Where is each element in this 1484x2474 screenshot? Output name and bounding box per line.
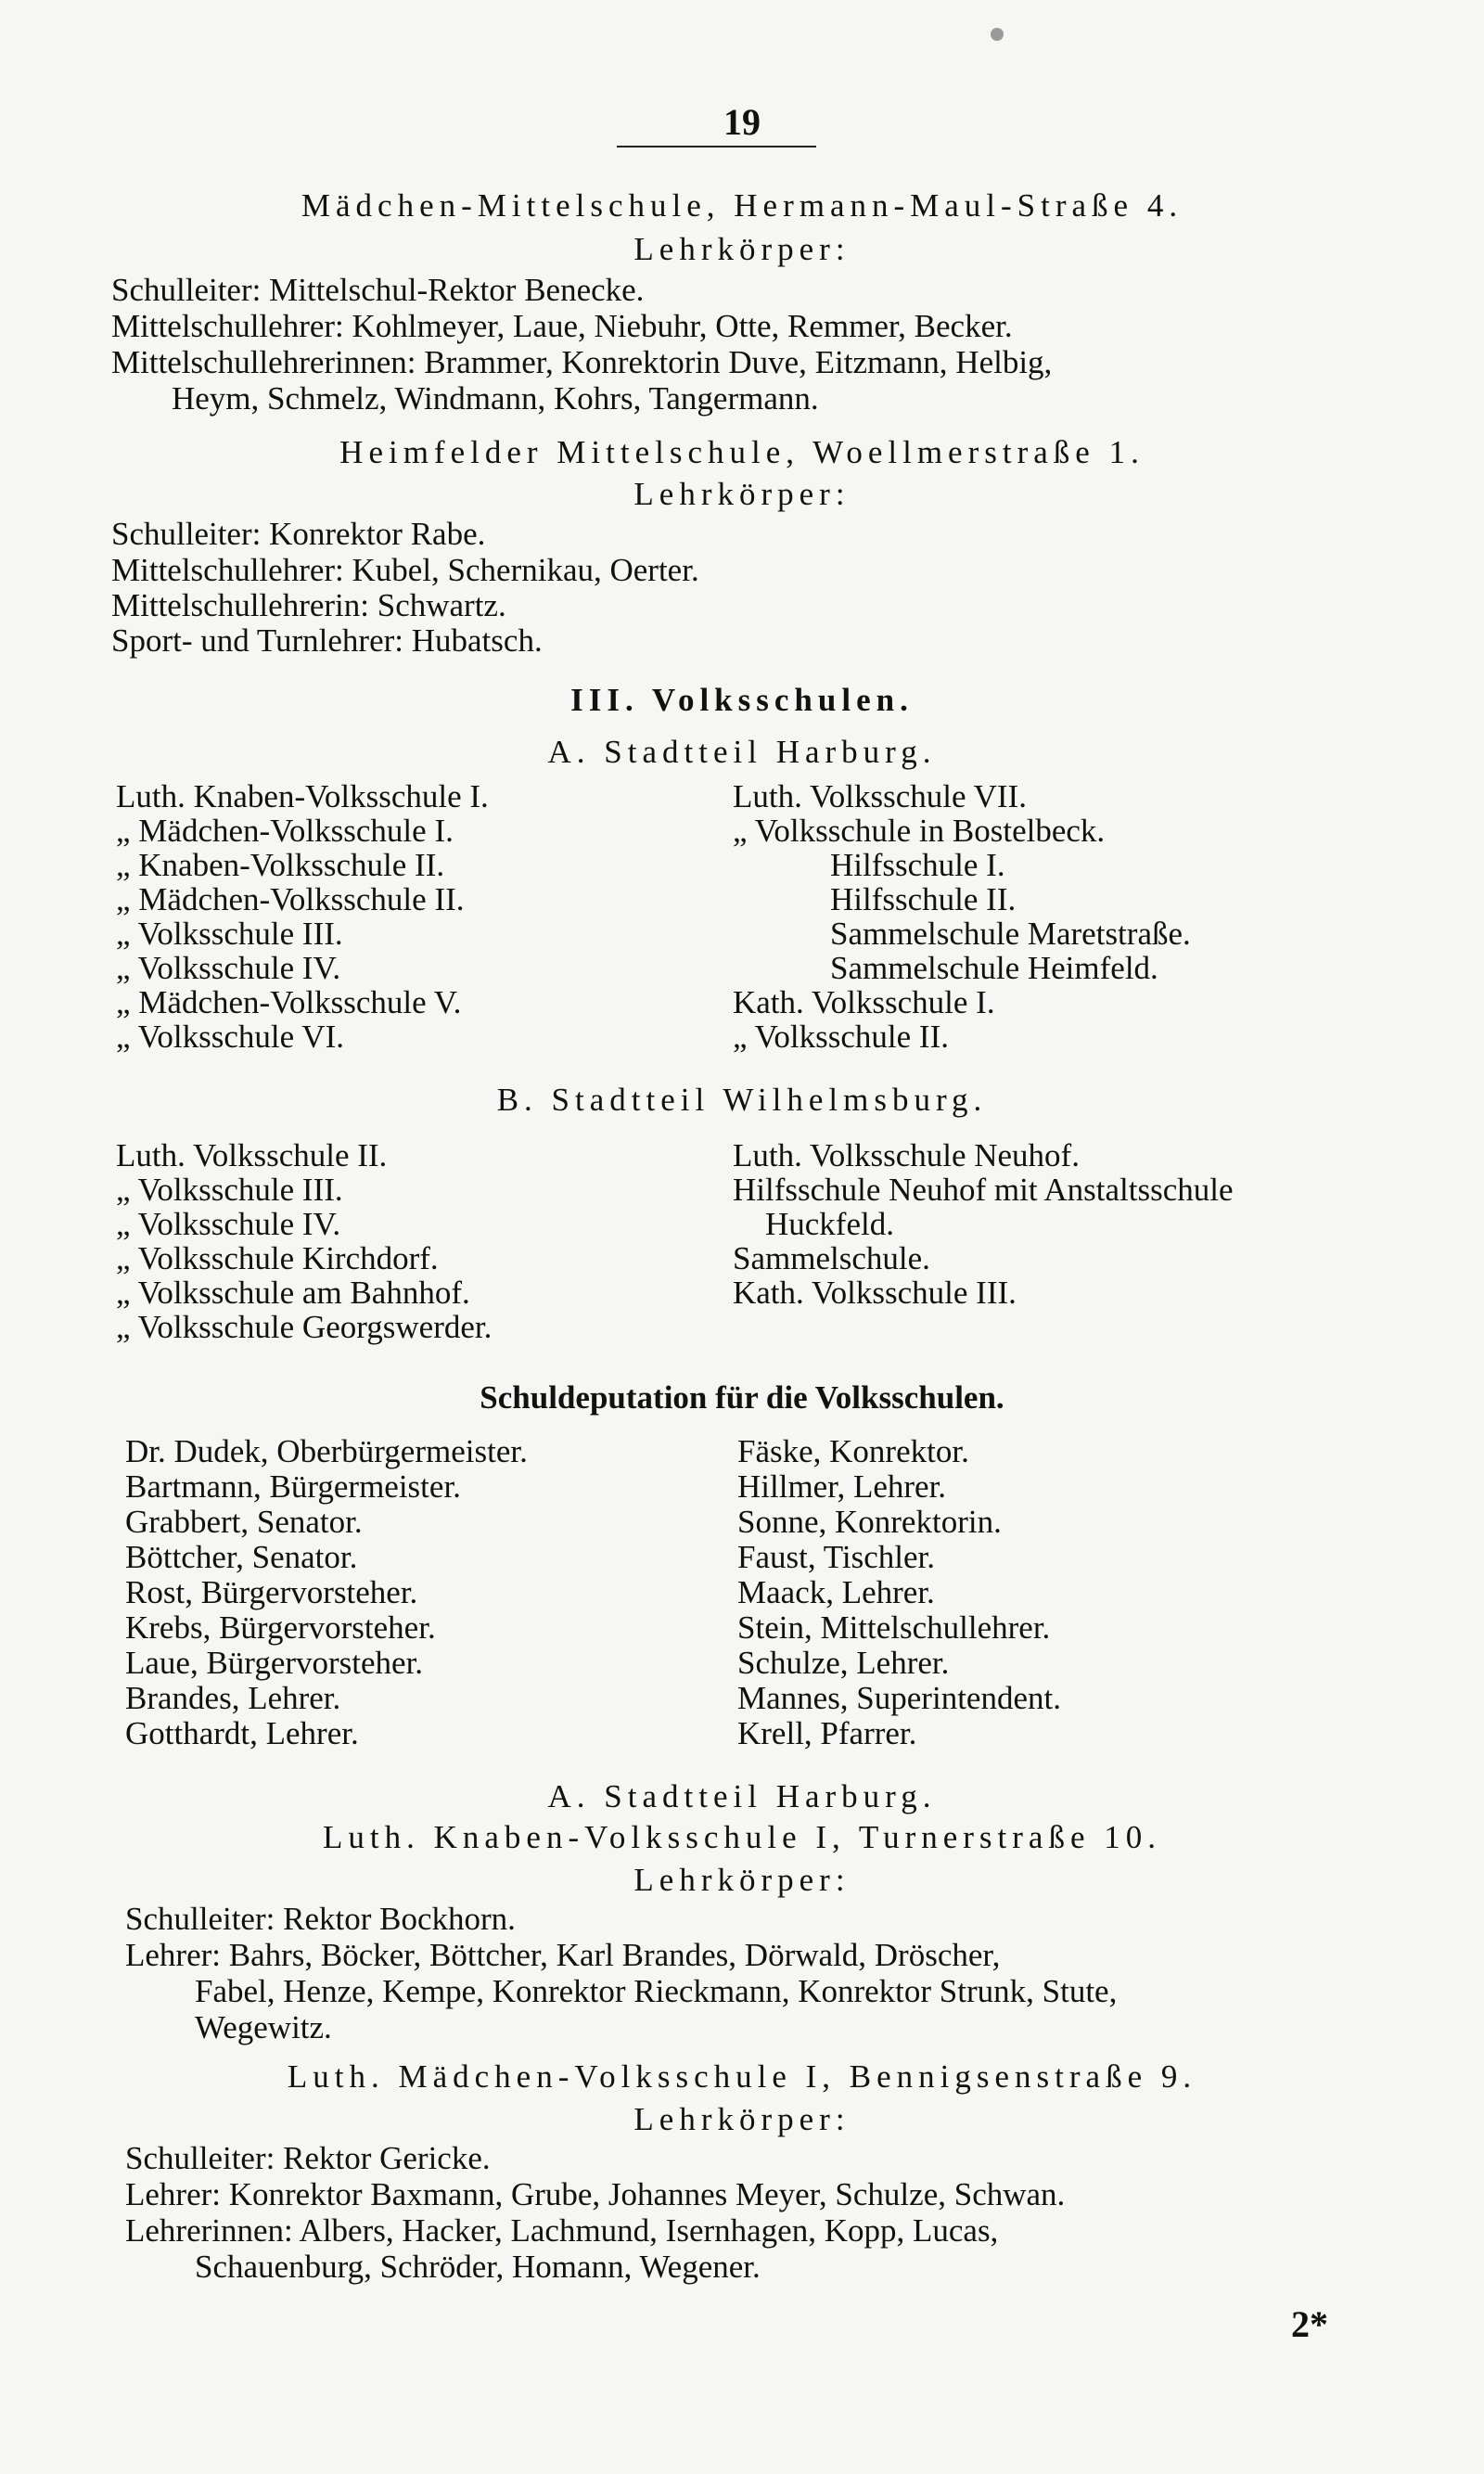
school-list-item: „ Volksschule IV. <box>116 1206 341 1242</box>
school-list-item: Luth. Volksschule VII. <box>733 778 1027 814</box>
text-line: Mittelschullehrer: Kubel, Schernikau, Oerter. <box>111 552 699 588</box>
volksschulen-heading: III. Volksschulen. <box>570 682 914 718</box>
deputation-member: Schulze, Lehrer. <box>737 1645 950 1681</box>
deputation-member: Laue, Bürgervorsteher. <box>125 1645 424 1681</box>
school-list-item: „ Volksschule Kirchdorf. <box>116 1240 439 1276</box>
stadtteil-wilhelmsburg-heading: B. Stadtteil Wilhelmsburg. <box>496 1082 988 1118</box>
deputation-member: Bartmann, Bürgermeister. <box>125 1468 461 1505</box>
deputation-member: Gotthardt, Lehrer. <box>125 1715 359 1751</box>
school-list-item: Kath. Volksschule III. <box>733 1275 1017 1311</box>
school-list-item: Luth. Knaben-Volksschule I. <box>116 778 489 814</box>
school-list-item: „ Volksschule VI. <box>116 1019 344 1055</box>
school-list-item: Hilfsschule I. <box>830 847 1005 883</box>
page-number: 19 <box>723 101 761 143</box>
text-line: Sport- und Turnlehrer: Hubatsch. <box>111 622 543 659</box>
stadtteil-harburg-heading: A. Stadtteil Harburg. <box>547 734 937 770</box>
school-list-item: „ Volksschule IV. <box>116 950 341 986</box>
text-line: Schauenburg, Schröder, Homann, Wegener. <box>195 2249 761 2285</box>
school-list-item: „ Volksschule in Bostelbeck. <box>733 813 1106 849</box>
school-list-item: Huckfeld. <box>765 1206 894 1242</box>
deputation-member: Faust, Tischler. <box>737 1539 935 1575</box>
school-list-item: „ Mädchen-Volksschule II. <box>116 881 465 917</box>
school-list-item: Luth. Volksschule II. <box>116 1137 388 1173</box>
school-list-item: „ Mädchen-Volksschule I. <box>116 813 454 849</box>
school-list-item: Luth. Volksschule Neuhof. <box>733 1137 1080 1173</box>
deputation-member: Stein, Mittelschullehrer. <box>737 1609 1051 1646</box>
text-line: Fabel, Henze, Kempe, Konrektor Rieckmann, Konrektor Strunk, Stute, <box>195 1973 1118 2009</box>
text-line: Schulleiter: Rektor Gericke. <box>125 2140 491 2176</box>
school-list-item: Sammelschule Heimfeld. <box>830 950 1158 986</box>
lehrkoerper-label: Lehrkörper: <box>633 476 851 512</box>
school-list-item: „ Volksschule am Bahnhof. <box>116 1275 470 1311</box>
maedchen-volksschule-heading: Luth. Mädchen-Volksschule I, Bennigsenstraße 9. <box>287 2058 1197 2095</box>
deputation-member: Böttcher, Senator. <box>125 1539 358 1575</box>
deputation-member: Maack, Lehrer. <box>737 1574 935 1610</box>
deputation-member: Krebs, Bürgervorsteher. <box>125 1609 436 1646</box>
text-line: Wegewitz. <box>195 2009 332 2045</box>
school-list-item: Kath. Volksschule I. <box>733 984 995 1020</box>
lehrkoerper-label: Lehrkörper: <box>633 2101 851 2137</box>
school-list-item: „ Volksschule II. <box>733 1019 949 1055</box>
deputation-member: Krell, Pfarrer. <box>737 1715 917 1751</box>
text-line: Lehrer: Bahrs, Böcker, Böttcher, Karl Brandes, Dörwald, Dröscher, <box>125 1937 1001 1973</box>
deputation-member: Fäske, Konrektor. <box>737 1433 969 1469</box>
signature-mark: 2* <box>1291 2303 1328 2345</box>
maedchen-mittelschule-heading: Mädchen-Mittelschule, Hermann-Maul-Straße 4. <box>301 187 1183 224</box>
school-list-item: „ Mädchen-Volksschule V. <box>116 984 462 1020</box>
deputation-member: Brandes, Lehrer. <box>125 1680 341 1716</box>
deputation-member: Grabbert, Senator. <box>125 1504 363 1540</box>
deputation-member: Rost, Bürgervorsteher. <box>125 1574 418 1610</box>
text-line: Mittelschullehrerinnen: Brammer, Konrektorin Duve, Eitzmann, Helbig, <box>111 344 1053 380</box>
school-list-item: Hilfsschule Neuhof mit Anstaltsschule <box>733 1172 1234 1208</box>
deputation-member: Sonne, Konrektorin. <box>737 1504 1002 1540</box>
text-line: Schulleiter: Rektor Bockhorn. <box>125 1901 516 1937</box>
school-list-item: „ Knaben-Volksschule II. <box>116 847 445 883</box>
school-list-item: Sammelschule Maretstraße. <box>830 916 1191 952</box>
deputation-member: Hillmer, Lehrer. <box>737 1468 947 1505</box>
schuldeputation-heading: Schuldeputation für die Volksschulen. <box>480 1379 1004 1416</box>
text-line: Mittelschullehrer: Kohlmeyer, Laue, Niebuhr, Otte, Remmer, Becker. <box>111 308 1013 344</box>
header-rule <box>617 146 816 147</box>
text-line: Mittelschullehrerin: Schwartz. <box>111 587 506 623</box>
deputation-member: Mannes, Superintendent. <box>737 1680 1061 1716</box>
text-line: Lehrerinnen: Albers, Hacker, Lachmund, Isernhagen, Kopp, Lucas, <box>125 2212 999 2249</box>
stadtteil-harburg-heading: A. Stadtteil Harburg. <box>547 1778 937 1814</box>
lehrkoerper-label: Lehrkörper: <box>633 1862 851 1898</box>
ink-speck <box>991 28 1004 41</box>
school-list-item: Hilfsschule II. <box>830 881 1017 917</box>
text-line: Lehrer: Konrektor Baxmann, Grube, Johannes Meyer, Schulze, Schwan. <box>125 2176 1066 2212</box>
school-list-item: „ Volksschule III. <box>116 1172 343 1208</box>
school-list-item: „ Volksschule III. <box>116 916 343 952</box>
deputation-member: Dr. Dudek, Oberbürgermeister. <box>125 1433 528 1469</box>
text-line: Schulleiter: Konrektor Rabe. <box>111 516 486 552</box>
school-list-item: Sammelschule. <box>733 1240 930 1276</box>
heimfelder-mittelschule-heading: Heimfelder Mittelschule, Woellmerstraße 1. <box>339 434 1145 470</box>
lehrkoerper-label: Lehrkörper: <box>633 231 851 267</box>
text-line: Schulleiter: Mittelschul-Rektor Benecke. <box>111 272 645 308</box>
school-list-item: „ Volksschule Georgswerder. <box>116 1309 493 1345</box>
knaben-volksschule-heading: Luth. Knaben-Volksschule I, Turnerstraße 10. <box>323 1819 1161 1855</box>
text-line: Heym, Schmelz, Windmann, Kohrs, Tangermann. <box>172 380 819 417</box>
